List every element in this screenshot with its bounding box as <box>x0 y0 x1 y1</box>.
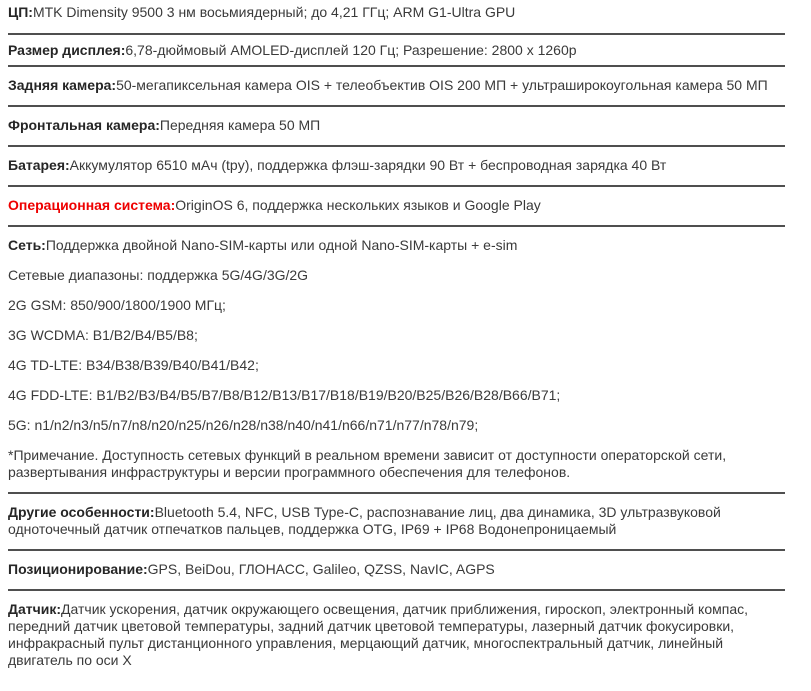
spec-section <box>8 105 785 145</box>
spec-paragraph: 3G WCDMA: B1/B2/B4/B5/B8; <box>8 327 198 343</box>
spec-label: ЦП: <box>8 4 33 20</box>
spec-paragraph <box>8 77 785 94</box>
spec-section <box>8 225 785 492</box>
spec-paragraph <box>8 197 785 214</box>
spec-section <box>8 492 785 549</box>
spec-text: Поддержка двойной Nano-SIM-карты или одной Nano-SIM-карты + e-sim <box>45 237 518 253</box>
spec-text: Передняя камера 50 МП <box>159 117 321 133</box>
spec-paragraph <box>8 117 785 134</box>
spec-text: Датчик ускорения, датчик окружающего освещения, датчик приближения, гироскоп, электронный компас, передний датчик цветовой температуры, задний датчик цветовой температуры, лазерный датчик фокусировки, инфракрасный пульт дистанционного управления, мерцающий датчик, многоспектральный датчик, линейный двигатель по оси X <box>8 601 748 668</box>
spec-text: OriginOS 6, поддержка нескольких языков и Google Play <box>175 197 541 213</box>
spec-label: Сеть: <box>8 237 46 253</box>
spec-section <box>8 589 785 680</box>
spec-text: 6,78-дюймовый AMOLED-дисплей 120 Гц; Разрешение: 2800 x 1260p <box>125 42 577 58</box>
spec-paragraph: *Примечание. Доступность сетевых функций в реальном времени зависит от доступности операторской сети, развертывания инфраструктуры и версии программного обеспечения для телефонов. <box>8 447 727 480</box>
spec-paragraph: 2G GSM: 850/900/1800/1900 МГц; <box>8 297 226 313</box>
spec-label: Позиционирование: <box>8 561 148 577</box>
spec-section <box>8 65 785 105</box>
spec-label: Фронтальная камера: <box>8 117 160 133</box>
spec-section <box>8 33 785 65</box>
spec-label: Задняя камера: <box>8 77 117 93</box>
spec-text: Аккумулятор 6510 мАч (tpy), поддержка флэш-зарядки 90 Вт + беспроводная зарядка 40 Вт <box>69 157 667 173</box>
spec-paragraph: 4G FDD-LTE: B1/B2/B3/B4/B5/B7/B8/B12/B13/B17/B18/B19/B20/B25/B26/B28/B66/B71; <box>8 387 561 403</box>
spec-label: Датчик: <box>8 601 62 617</box>
spec-label: Другие особенности: <box>8 504 155 520</box>
spec-section <box>8 145 785 185</box>
spec-label: Батарея: <box>8 157 70 173</box>
spec-label: Операционная система: <box>8 197 176 213</box>
spec-paragraph: 4G TD-LTE: B34/B38/B39/B40/B41/B42; <box>8 357 259 373</box>
spec-paragraph <box>8 504 785 538</box>
spec-section <box>8 185 785 225</box>
spec-text: GPS, BeiDou, ГЛОНАСС, Galileo, QZSS, NavIC, AGPS <box>147 561 495 577</box>
spec-paragraph <box>8 4 785 21</box>
spec-paragraph: Сетевые диапазоны: поддержка 5G/4G/3G/2G <box>8 267 309 283</box>
spec-text: 50-мегапиксельная камера OIS + телеобъектив OIS 200 МП + ультраширокоугольная камера 50 МП <box>116 77 768 93</box>
spec-paragraph <box>8 601 785 669</box>
spec-paragraph <box>8 237 785 254</box>
spec-section <box>8 0 785 33</box>
spec-paragraph <box>8 561 785 578</box>
spec-paragraph <box>8 157 785 174</box>
spec-paragraph: 5G: n1/n2/n3/n5/n7/n8/n20/n25/n26/n28/n38/n40/n41/n66/n71/n77/n78/n79; <box>8 417 479 433</box>
spec-paragraph <box>8 42 785 59</box>
spec-text: MTK Dimensity 9500 3 нм восьмиядерный; до 4,21 ГГц; ARM G1-Ultra GPU <box>32 4 516 20</box>
spec-text: Bluetooth 5.4, NFC, USB Type-C, распознавание лиц, два динамика, 3D ультразвуковой одноточечный датчик отпечатков пальцев, поддержка OTG, IP69 + IP68 Водонепроницаемый <box>8 504 721 537</box>
spec-section <box>8 549 785 589</box>
spec-label: Размер дисплея: <box>8 42 126 58</box>
